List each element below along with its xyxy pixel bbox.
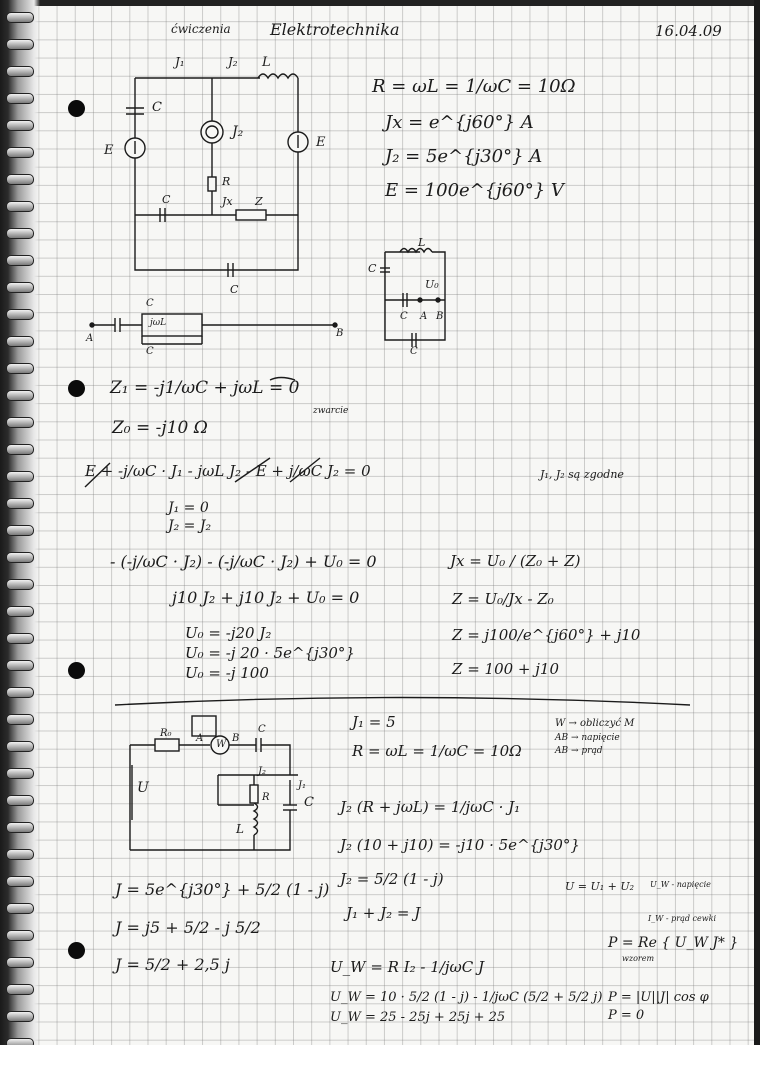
c1-label: J₂	[228, 55, 238, 69]
given-line2: Jx = e^{j60°} A	[385, 112, 534, 133]
scan-margin	[0, 1045, 760, 1075]
c2-label: B	[436, 311, 444, 322]
c4-label: J₁	[298, 780, 307, 791]
kvl-eq3: j10 J₂ + j10 J₂ + U₀ = 0	[172, 588, 360, 607]
c1-label: C	[152, 100, 162, 115]
p2-e2: J₂ (10 + j10) = -j10 · 5e^{j30°}	[340, 836, 580, 854]
inductor-L	[258, 74, 298, 78]
c2-label: C	[400, 311, 408, 322]
given-line4: E = 100e^{j60°} V	[385, 180, 564, 201]
p2-r: R = ωL = 1/ωC = 10Ω	[352, 742, 522, 760]
kvl-jx: Jx = U₀ / (Z₀ + Z)	[450, 552, 581, 570]
kvl-u2: U₀ = -j 20 · 5e^{j30°}	[185, 644, 355, 662]
c1-label: J₂	[232, 124, 244, 140]
kvl-eq2: - (-j/ωC · J₂) - (-j/ωC · J₂) + U₀ = 0	[110, 552, 377, 571]
kvl-u3: U₀ = -j 100	[185, 664, 269, 682]
p2-p-eq: P = Re { U_W J* }	[608, 935, 739, 951]
c4-label: A	[196, 733, 204, 744]
c3-label: jωL	[150, 318, 167, 328]
p2-e4: J₁ + J₂ = J	[346, 904, 421, 922]
kvl-u1: U₀ = -j20 J₂	[185, 624, 272, 642]
p2-j-b: J = j5 + 5/2 - j 5/2	[115, 918, 261, 937]
p2-uw3: U_W = 25 - 25j + 25j + 25	[330, 1010, 506, 1025]
zwarcie-note: zwarcie	[313, 406, 349, 416]
p2-usum: U = U₁ + U₂	[565, 880, 635, 893]
c4-label: J₂	[258, 766, 267, 777]
p2-p-note: wzorem	[622, 954, 655, 963]
c1-label: E	[316, 135, 326, 150]
c2-label: C	[368, 262, 377, 275]
p2-p3: P = 0	[608, 1008, 645, 1023]
header-subject-left: ćwiczenia	[171, 22, 231, 36]
kvl-eq1: E + -j/ωC · J₁ - jωL J₂ - E + j/ωC J₂ = 0	[85, 462, 371, 480]
p2-j-c: J = 5/2 + 2,5 j	[115, 955, 230, 974]
given-line3: J₂ = 5e^{j30°} A	[385, 146, 543, 167]
given-line1: R = ωL = 1/ωC = 10Ω	[372, 76, 576, 97]
c4-label: C	[304, 795, 314, 810]
p2-uw1: U_W = R I₂ - 1/jωC J	[330, 958, 485, 976]
c1-label: L	[262, 55, 271, 70]
c4-label: B	[232, 733, 240, 744]
p2-note2: AB → napięcie	[555, 733, 620, 743]
p2-e1: J₂ (R + jωL) = 1/jωC · J₁	[340, 798, 521, 816]
c3-label: B	[336, 328, 344, 339]
c1-label: C	[162, 193, 171, 206]
kvl-j2: J₂ = J₂	[168, 518, 212, 534]
c4-label: U	[137, 780, 149, 796]
c2-label: A	[420, 311, 428, 322]
p2-note1: W → obliczyć M	[555, 718, 635, 729]
c2-label: U₀	[425, 278, 439, 291]
c3-label: C	[146, 346, 154, 357]
kvl-note: J₁, J₂ są zgodne	[540, 468, 624, 481]
c3-label: A	[86, 333, 94, 344]
c1-label: Jx	[222, 195, 233, 208]
c3-label: C	[146, 298, 154, 309]
kvl-z3: Z = 100 + j10	[452, 660, 559, 678]
kvl-z2: Z = j100/e^{j60°} + j10	[452, 626, 641, 644]
c4-label: W	[216, 739, 227, 750]
p2-j1: J₁ = 5	[352, 713, 396, 731]
p2-note3: AB → prąd	[555, 746, 603, 756]
c1-label: J₁	[175, 55, 185, 69]
c4-label: R₀	[160, 728, 172, 739]
header-title: Elektrotechnika	[270, 20, 400, 39]
c2-label: L	[418, 236, 426, 249]
z1-eq: Z₁ = -j1/ωC + jωL = 0	[110, 378, 300, 398]
p2-p2: P = |U||J| cos φ	[608, 990, 709, 1005]
kvl-j1: J₁ = 0	[168, 500, 209, 516]
c2-label: C	[410, 346, 418, 357]
c1-label: E	[104, 143, 114, 158]
c1-label: Z	[255, 195, 263, 208]
p2-e3: J₂ = 5/2 (1 - j)	[340, 870, 444, 888]
p2-iw-note: I_W - prąd cewki	[648, 914, 717, 923]
p2-j-a: J = 5e^{j30°} + 5/2 (1 - j)	[115, 880, 330, 899]
c4-label: L	[236, 822, 244, 836]
c4-label: R	[262, 792, 270, 803]
p2-uw-note: U_W - napięcie	[650, 880, 711, 889]
c1-label: C	[230, 283, 239, 296]
c1-label: R	[222, 175, 231, 188]
kvl-z1: Z = U₀/Jx - Z₀	[452, 590, 554, 608]
z0-eq: Z₀ = -j10 Ω	[112, 418, 208, 438]
p2-uw2: U_W = 10 · 5/2 (1 - j) - 1/jωC (5/2 + 5/2 j)	[330, 990, 603, 1005]
c4-label: C	[258, 724, 266, 735]
header-date: 16.04.09	[655, 22, 722, 40]
